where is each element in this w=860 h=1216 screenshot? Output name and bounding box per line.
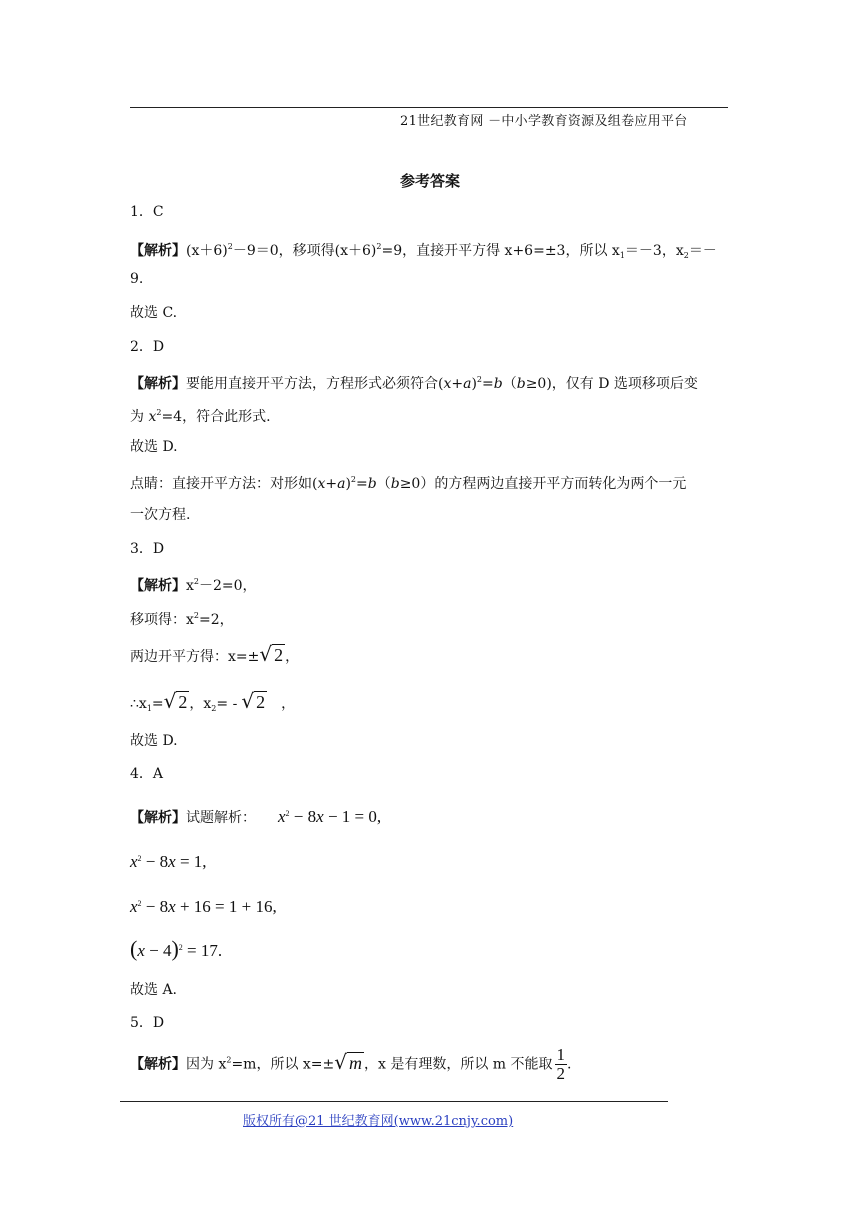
answer-4-label: 4．A: [130, 766, 164, 782]
footer-rule: [120, 1101, 668, 1102]
sqrt-radical: √ 2: [259, 642, 284, 666]
answer-2-note-cont: 一次方程.: [130, 507, 191, 523]
footer-copyright-link[interactable]: 版权所有@21 世纪教育网(www.21cnjy.com): [243, 1114, 514, 1129]
answer-3-analysis: 【解析】$x^2-2=0$，: [130, 577, 257, 594]
answer-3-step-1: 移项得：$x^2=2$，: [130, 611, 234, 628]
answer-3-step-2: 两边开平方得：x=±√ 2 ，: [130, 642, 300, 666]
analysis-tag: 【解析】: [130, 578, 186, 594]
analysis-tag: 【解析】: [130, 376, 186, 392]
equation-2: $x^2 - 8x = 1$,: [130, 852, 207, 871]
answer-3-step-3: $\therefore x_1=√$ 2 ，$x_2=$ - √ 2 ，: [130, 689, 296, 713]
sqrt-radical: √ m: [334, 1049, 363, 1074]
sqrt-radical: √ 2: [241, 689, 266, 713]
header-rule: [130, 107, 728, 108]
answer-3-label: 3．D: [130, 541, 165, 557]
answer-1-analysis-cont: 9.: [130, 271, 144, 287]
answer-2-label: 2．D: [130, 339, 165, 355]
answer-1-analysis: 【解析】$(x+6)^2-9=0$，移项得$(x+6)^2=9$，直接开平方得 x+6=±3，所以 $x_1=-3$，$x_2=-$: [130, 242, 717, 260]
equation-4: $(x - 4)^2 = 17$.: [130, 936, 223, 961]
answer-2-note: 点睛：直接开平方法：对形如$(x+a)^2=b(b\ge 0)$的方程两边直接开平方而转化为两个一元: [130, 475, 687, 492]
page-title: 参考答案: [399, 172, 460, 190]
answer-5-label: 5．D: [130, 1015, 165, 1031]
answer-5-analysis: 【解析】因为 $x^2=m$，所以 x=±√ m ，x 是有理数，所以 m 不能取 $\frac{1}{2}$ .: [130, 1045, 572, 1083]
answer-3-choice: 故选 D.: [130, 733, 178, 749]
sqrt-radical: √ 2: [163, 689, 188, 713]
answer-2-analysis-cont: 为 $x^2=4$，符合此形式.: [130, 408, 271, 425]
answer-2-choice: 故选 D.: [130, 439, 178, 455]
answer-2-analysis: 【解析】要能用直接开平方法，方程形式必须符合$(x+a)^2=b(b\ge 0)$，仅有 D 选项移项后变: [130, 375, 698, 392]
answer-1-choice: 故选 C.: [130, 305, 178, 321]
header-text: 21世纪教育网 －中小学教育资源及组卷应用平台: [400, 114, 688, 129]
analysis-tag: 【解析】: [130, 243, 186, 259]
answer-4-choice: 故选 A.: [130, 982, 178, 998]
equation-1: $x^2 - 8x - 1 = 0$,: [278, 807, 382, 826]
fraction: $\frac{1}{2}$: [556, 1045, 566, 1083]
answer-4-analysis: 【解析】试题解析： $x^2 - 8x - 1 = 0$,: [130, 807, 382, 826]
answer-1-label: 1．C: [130, 204, 164, 220]
equation-3: $x^2 - 8x + 16 = 1 + 16$,: [130, 897, 277, 916]
analysis-tag: 【解析】: [130, 810, 186, 826]
analysis-tag: 【解析】: [130, 1056, 186, 1073]
